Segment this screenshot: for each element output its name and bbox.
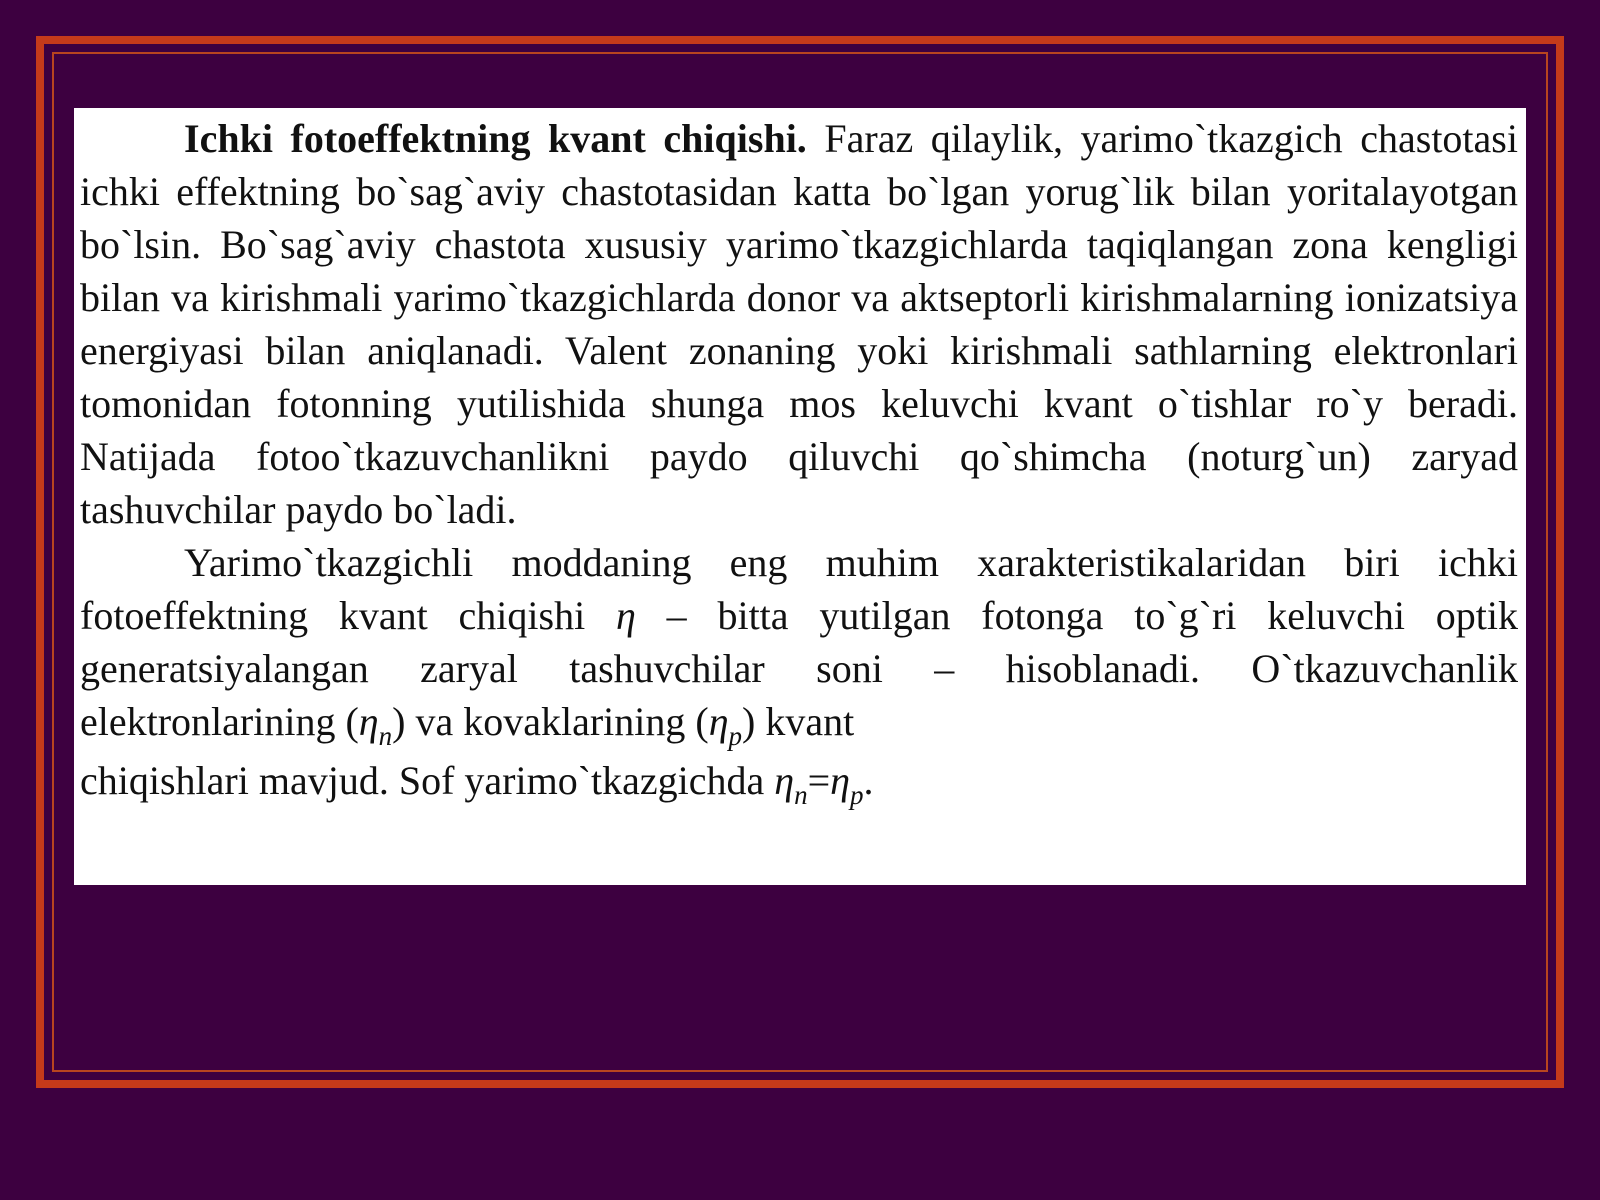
eta-n-subscript: n [378, 721, 393, 751]
equation-eta-p: η [830, 758, 851, 803]
equation-end: . [863, 758, 874, 803]
paragraph-1 [80, 112, 1518, 536]
equation-equals: = [807, 758, 831, 803]
eta-p-symbol: η [708, 699, 729, 744]
eta-symbol: η [616, 593, 636, 638]
eta-p-subscript: p [728, 721, 743, 751]
equation-eta-n: η [774, 758, 795, 803]
paragraph-2 [80, 536, 1518, 814]
paragraph-2-text-e: chiqishlari mavjud. Sof yarimo`tkazgichda [80, 758, 775, 803]
paragraph-1-title: Ichki fotoeffektning kvant chiqishi. [184, 116, 807, 161]
equation-sub-n: n [794, 780, 808, 810]
paragraph-2-text-c: ) va kovaklarining ( [392, 699, 709, 744]
text-panel [74, 108, 1526, 885]
paragraph-2-last-line [80, 748, 1518, 814]
equation-sub-p: p [850, 780, 864, 810]
paragraph-1-body: Faraz qilaylik, yarimo`tkazgich chastotasi ichki effektning bo`sag`aviy chastotasidan katta bo`lgan yorug`lik bilan yoritalayotgan bo`lsin. Bo`sag`aviy chastota xususiy yarimo`tkazgichlarda taqiqlangan zona kengligi bilan va kirishmali yarimo`tkazgichlarda donor va aktseptorli kirishmalarning ionizatsiya energiyasi bilan aniqlanadi. Valent zonaning yoki kirishmali sathlarning elektronlari tomonidan fotonning yutilishida shunga mos keluvchi kvant o`tishlar ro`y beradi. Natijada fotoo`tkazuvchanlikni paydo qiluvchi qo`shimcha (noturg`un) zaryad tashuvchilar paydo bo`ladi. [80, 116, 1518, 532]
paragraph-2-text-d: ) kvant [742, 699, 855, 744]
eta-n-symbol: η [358, 699, 379, 744]
paragraph-2-text-a: Yarimo`tkazgichli moddaning eng muhim xarakteristikalaridan biri ichki fotoeffektning kvant chiqishi [80, 540, 1518, 638]
paragraph-2-text-b: – bitta yutilgan fotonga to`g`ri keluvchi optik generatsiyalangan zaryal tashuvchilar soni – hisoblanadi. O`tkazuvchanlik elektronlarining ( [80, 593, 1518, 744]
